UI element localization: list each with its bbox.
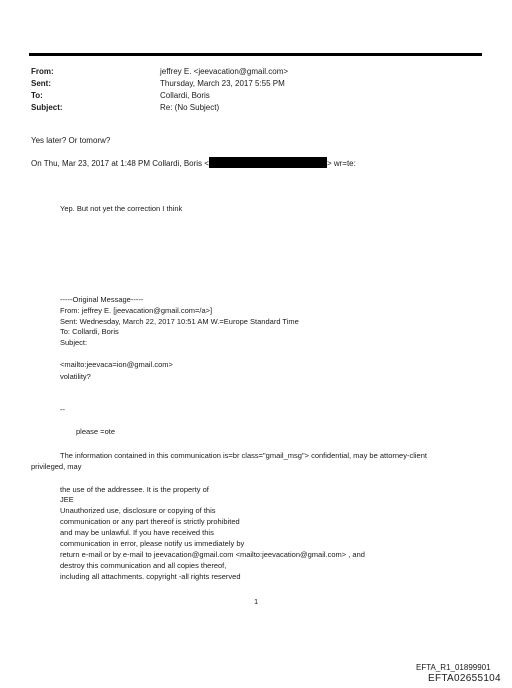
to-label: To: [31,91,43,100]
from-value: jeffrey E. <jeevacation@gmail.com> [160,67,289,76]
disclaimer-text: and may be unlawful. If you have received this [60,528,214,537]
subject-label: Subject: [31,103,63,112]
disclaimer-line-1: The information contained in this communication is=br class="gmail_msg"> confidential, may be attorney-client [60,451,427,460]
disclaimer-text: JEE [60,495,74,504]
quote-intro-line [31,157,356,169]
signature-dashes: -- [60,405,65,414]
disclaimer-text: destroy this communication and all copies thereof, [60,561,227,570]
quote-intro-end: > wr=te: [326,159,356,168]
quote-intro: On Thu, Mar 23, 2017 at 1:48 PM Collardi, Boris < [31,159,209,168]
subject-value: Re: (No Subject) [160,103,220,112]
sent-label: Sent: [31,79,51,88]
original-volatility: volatility? [60,372,91,381]
original-sent: Sent: Wednesday, March 22, 2017 10:51 AM W.=Europe Standard Time [60,317,299,326]
original-mailto: <mailto:jeevaca=ion@gmail.com> [60,360,173,369]
document-id-1: EFTA_R1_01899901 [416,663,491,672]
sent-value: Thursday, March 23, 2017 5:55 PM [160,79,285,88]
redaction-block [209,157,327,168]
original-subject: Subject: [60,338,88,347]
reply-text: Yep. But not yet the correction I think [60,204,183,213]
disclaimer-text: Unauthorized use, disclosure or copying of this [60,506,216,515]
disclaimer-text: the use of the addressee. It is the property of [60,485,209,494]
disclaimer-text: communication or any part thereof is strictly prohibited [60,517,240,526]
please-note: please =ote [76,427,115,436]
document-id-2: EFTA02655104 [428,673,501,684]
disclaimer-text: including all attachments. copyright -all rights reserved [60,572,241,581]
body-line: Yes later? Or tomorw? [31,136,111,145]
header-rule [29,53,482,56]
original-to: To: Collardi, Boris [60,327,119,336]
to-value: Collardi, Boris [160,91,210,100]
disclaimer-text: communication in error, please notify us immediately by [60,539,245,548]
from-label: From: [31,67,54,76]
page-number: 1 [254,597,259,606]
disclaimer-line-2: privileged, may [31,462,82,471]
original-divider: -----Original Message----- [60,295,144,304]
original-from: From: jeffrey E. [jeevacation@gmail.com=/a>] [60,306,213,315]
disclaimer-text: return e-mail or by e-mail to jeevacation@gmail.com <mailto:jeevacation@gmail.com> , and [60,550,365,559]
